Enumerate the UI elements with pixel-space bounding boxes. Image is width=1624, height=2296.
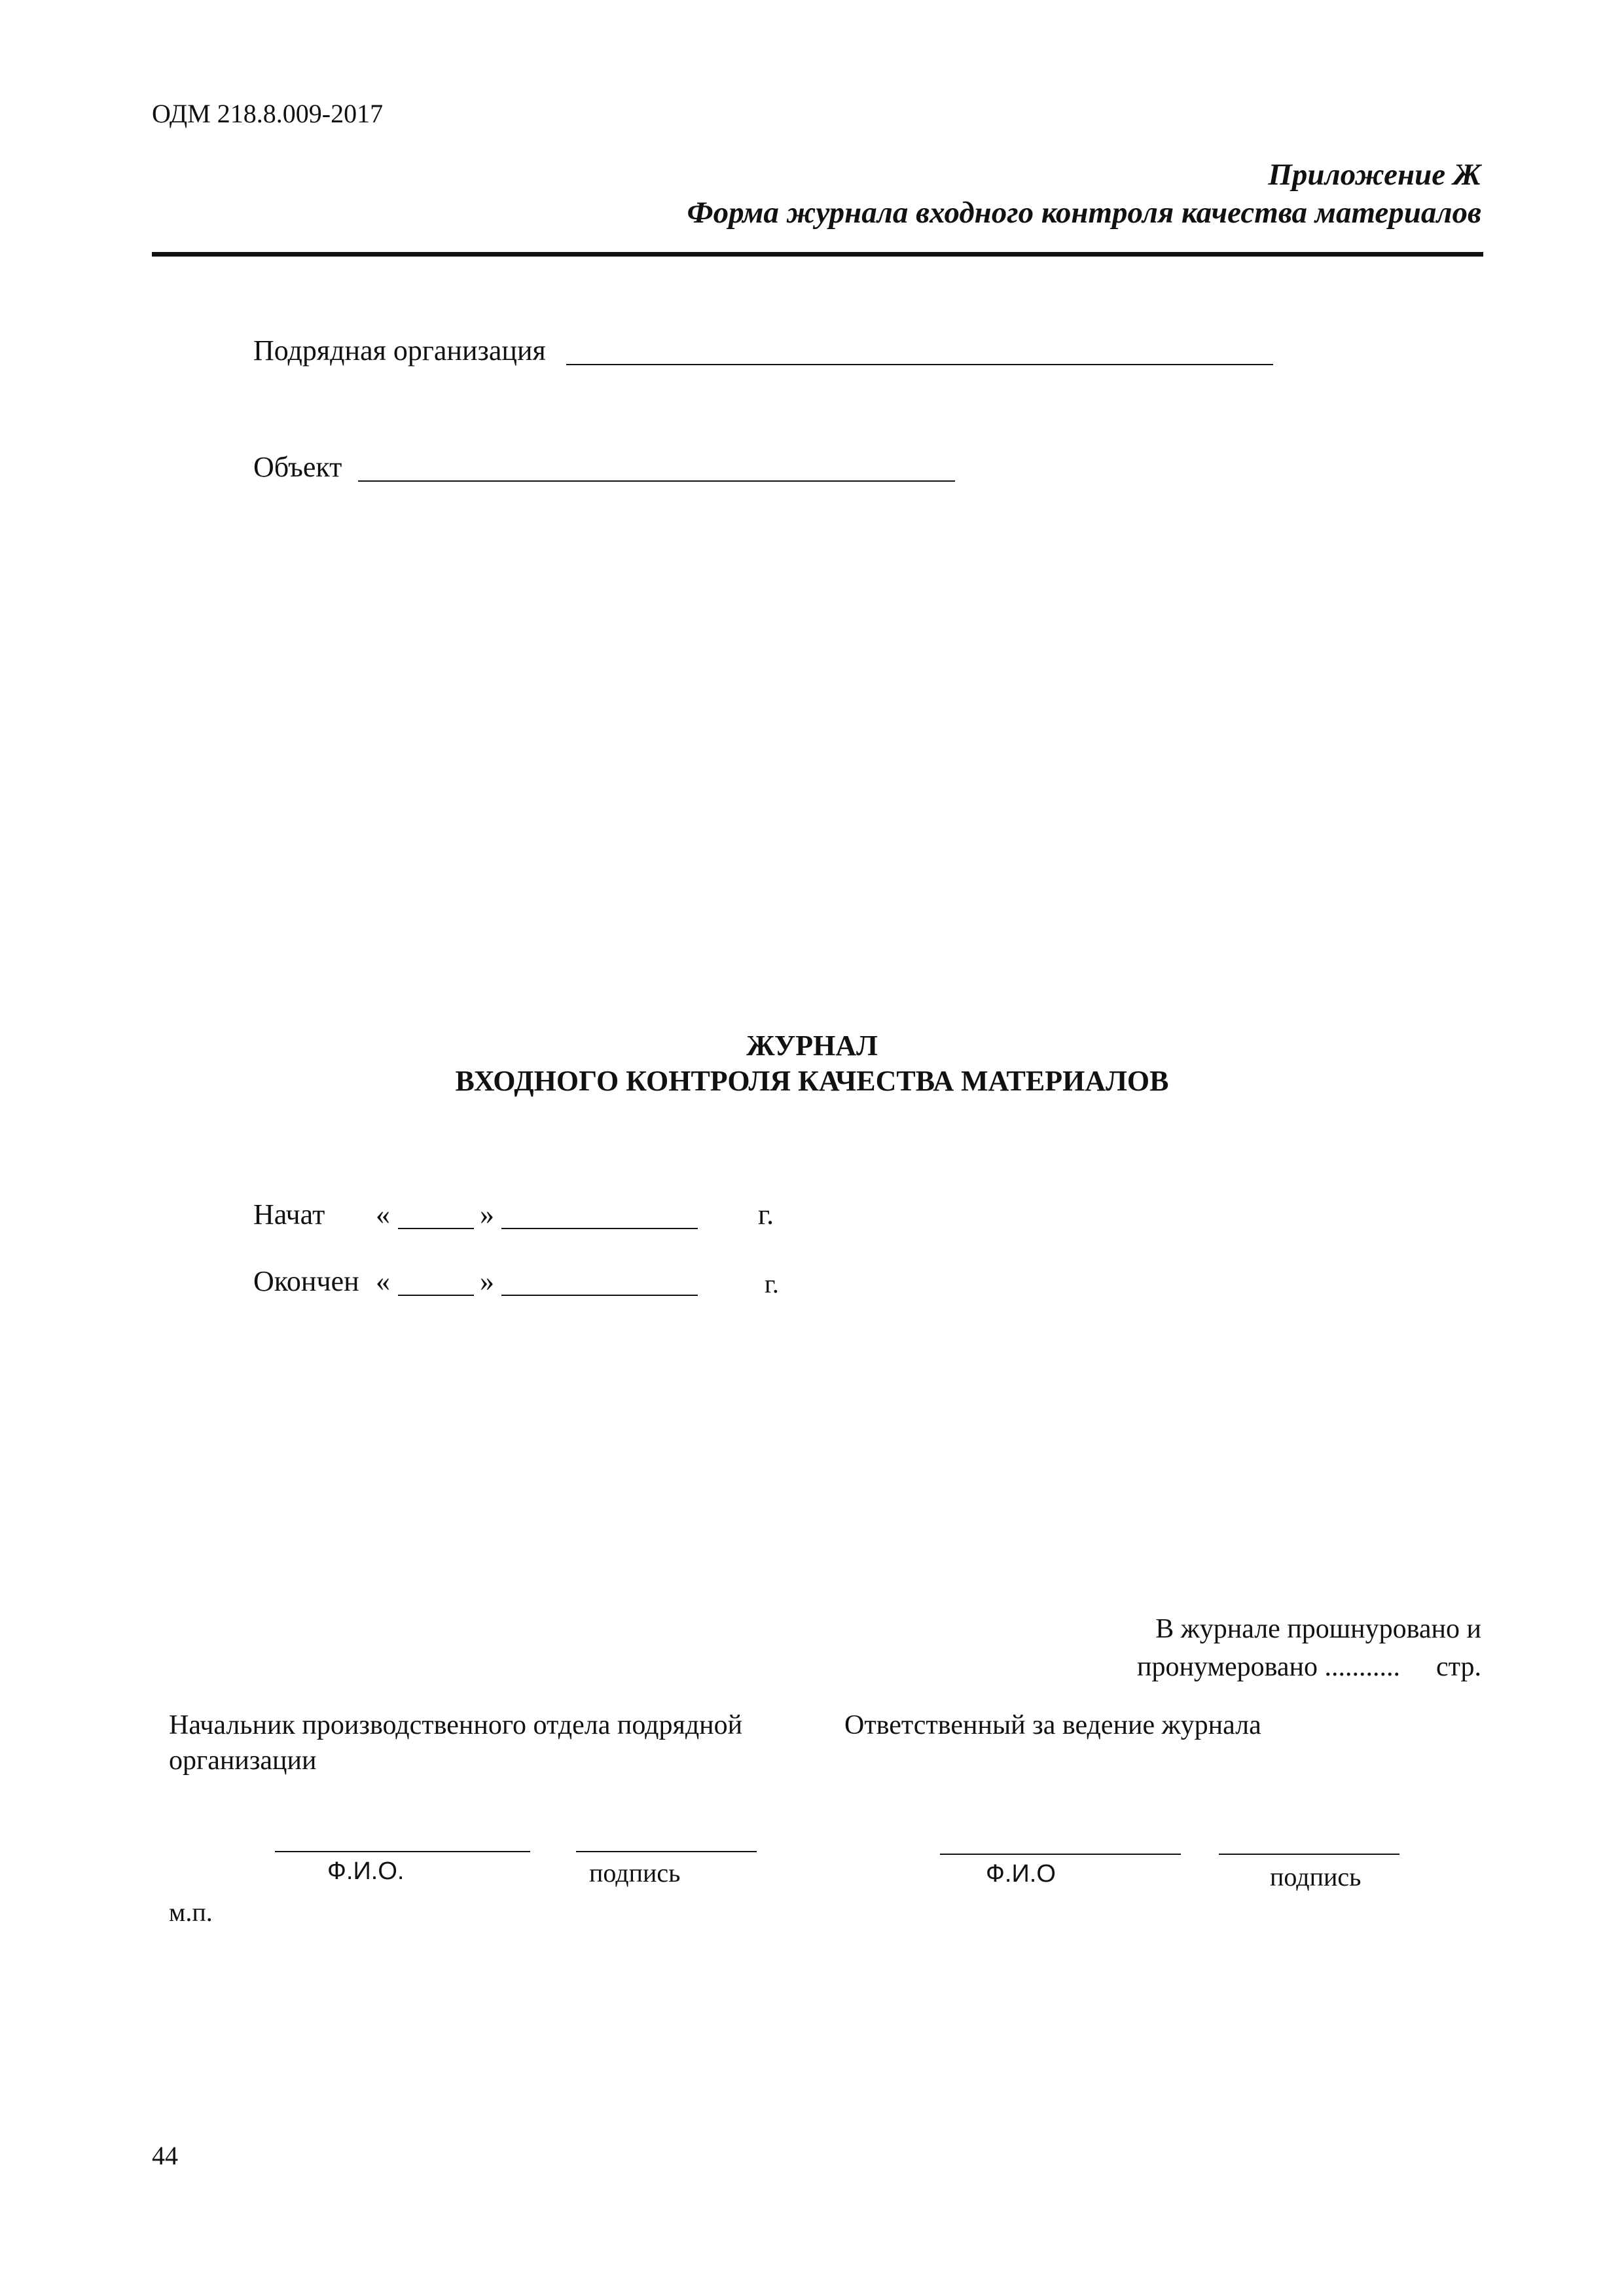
contractor-label: Подрядная организация: [253, 334, 546, 367]
started-day-blank: [398, 1228, 474, 1229]
binding-note-line2: [1137, 1648, 1481, 1686]
object-blank-line: [358, 480, 955, 482]
binding-note-suffix: стр.: [1435, 1652, 1481, 1682]
header-divider: [152, 252, 1483, 257]
object-field: [253, 450, 342, 484]
started-year-suffix: г.: [758, 1198, 774, 1230]
started-quote-close: »: [480, 1198, 494, 1230]
binding-note-prefix: пронумеровано: [1136, 1652, 1318, 1682]
ended-quote-open: «: [376, 1265, 390, 1297]
contractor-blank-line: [566, 364, 1273, 365]
started-month-blank: [501, 1228, 698, 1229]
right-fio-caption: Ф.И.О: [986, 1860, 1056, 1888]
right-sign-line: [1219, 1854, 1399, 1855]
appendix-label: Приложение Ж: [1268, 158, 1481, 192]
binding-note-dots: ...........: [1324, 1652, 1400, 1682]
object-label: Объект: [253, 451, 342, 483]
started-label: Начат: [253, 1198, 325, 1230]
ended-day-blank: [398, 1295, 474, 1296]
left-signatory-title-line1: Начальник производственного отдела подрядной: [169, 1710, 743, 1740]
ended-year-suffix: г.: [765, 1269, 779, 1299]
binding-note-line1: В журнале прошнуровано и: [1155, 1614, 1481, 1644]
document-code: ОДМ 218.8.009-2017: [152, 99, 384, 128]
right-fio-line: [940, 1854, 1181, 1855]
right-signatory-title: Ответственный за ведение журнала: [844, 1710, 1261, 1740]
left-fio-line: [275, 1851, 530, 1852]
journal-title: ЖУРНАЛ: [746, 1030, 878, 1062]
left-signatory-title-line2: организации: [169, 1746, 317, 1776]
appendix-title: Форма журнала входного контроля качества материалов: [687, 196, 1481, 230]
page-number: 44: [152, 2141, 178, 2170]
journal-subtitle: ВХОДНОГО КОНТРОЛЯ КАЧЕСТВА МАТЕРИАЛОВ: [455, 1065, 1169, 1097]
binding-note: [1137, 1610, 1481, 1686]
left-sign-line: [576, 1851, 757, 1852]
seal-placeholder: м.п.: [169, 1897, 213, 1927]
left-sign-caption: подпись: [589, 1858, 681, 1888]
ended-quote-close: »: [480, 1265, 494, 1297]
ended-month-blank: [501, 1295, 698, 1296]
ended-label: Окончен: [253, 1265, 359, 1297]
started-quote-open: «: [376, 1198, 390, 1230]
contractor-field: [253, 334, 546, 367]
right-sign-caption: подпись: [1270, 1862, 1362, 1892]
left-fio-caption: Ф.И.О.: [327, 1857, 405, 1885]
